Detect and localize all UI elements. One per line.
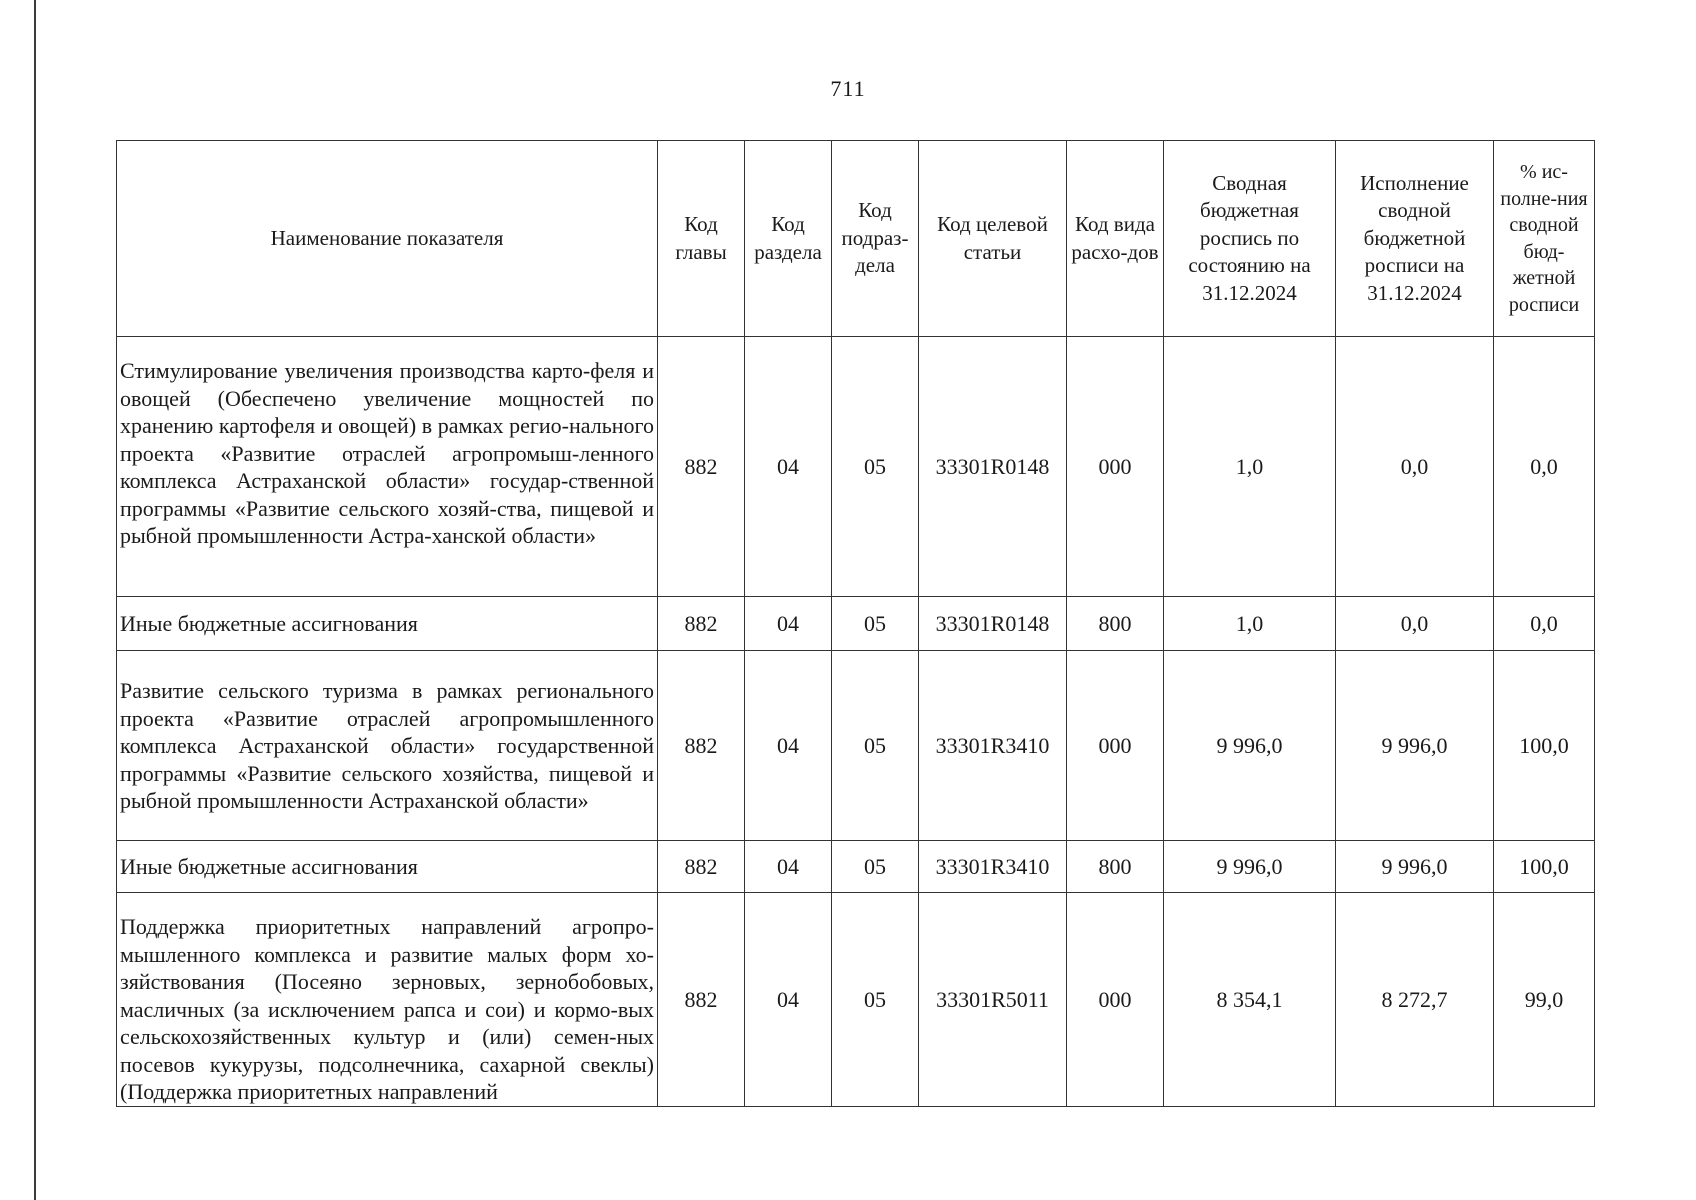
- row-expense-type-code: 000: [1067, 651, 1164, 841]
- header-subsection-code: Код подраз-дела: [832, 141, 919, 337]
- row-chapter-code: 882: [658, 651, 745, 841]
- page-number: 711: [830, 76, 866, 101]
- row-chapter-code: 882: [658, 597, 745, 651]
- header-expense-type-code: Код вида расхо-дов: [1067, 141, 1164, 337]
- row-subsection-code: 05: [832, 651, 919, 841]
- row-indicator-name: Иные бюджетные ассигнования: [117, 597, 658, 651]
- row-budget-execution: 9 996,0: [1336, 841, 1494, 893]
- table-row: [117, 337, 1595, 597]
- row-budget-execution: 0,0: [1336, 337, 1494, 597]
- row-section-code: 04: [745, 651, 832, 841]
- header-execution-percent: % ис-полне-ния сводной бюд-жетной росписи: [1494, 141, 1595, 337]
- table-row: [117, 597, 1595, 651]
- header-chapter-code: Код главы: [658, 141, 745, 337]
- row-section-code: 04: [745, 893, 832, 1107]
- row-expense-type-code: 000: [1067, 893, 1164, 1107]
- row-section-code: 04: [745, 597, 832, 651]
- table-row: [117, 841, 1595, 893]
- row-subsection-code: 05: [832, 597, 919, 651]
- row-execution-percent: 100,0: [1494, 841, 1595, 893]
- row-indicator-name: Стимулирование увеличения производства карто-феля и овощей (Обеспечено увеличение мощностей по хранению картофеля и овощей) в рамках регио-нального проекта «Развитие отраслей агропромыш-ленного комплекса Астраханской области» государ-ственной программы «Развитие сельского хозяй-ства, пищевой и рыбной промышленности Астра-ханской области»: [117, 337, 658, 597]
- row-section-code: 04: [745, 841, 832, 893]
- row-expense-type-code: 000: [1067, 337, 1164, 597]
- row-execution-percent: 0,0: [1494, 597, 1595, 651]
- row-budget-plan: 9 996,0: [1164, 841, 1336, 893]
- row-chapter-code: 882: [658, 893, 745, 1107]
- table-header-row: [117, 141, 1595, 337]
- row-indicator-name: Поддержка приоритетных направлений агропро-мышленного комплекса и развитие малых форм хо-зяйствования (Посеяно зерновых, зернобобовых, масличных (за исключением рапса и сои) и кормо-вых сельскохозяйственных культур и (или) семен-ных посевов кукурузы, подсолнечника, сахарной свеклы) (Поддержка приоритетных направлений: [117, 893, 658, 1107]
- row-subsection-code: 05: [832, 337, 919, 597]
- header-budget-execution: Исполнение сводной бюджетной росписи на 31.12.2024: [1336, 141, 1494, 337]
- row-budget-plan: 1,0: [1164, 597, 1336, 651]
- row-subsection-code: 05: [832, 841, 919, 893]
- header-target-article-code: Код целевой статьи: [919, 141, 1067, 337]
- row-budget-plan: 8 354,1: [1164, 893, 1336, 1107]
- row-budget-execution: 8 272,7: [1336, 893, 1494, 1107]
- budget-execution-table: [116, 140, 1595, 1107]
- header-section-code: Код раздела: [745, 141, 832, 337]
- row-target-article-code: 33301R0148: [919, 597, 1067, 651]
- row-subsection-code: 05: [832, 893, 919, 1107]
- row-chapter-code: 882: [658, 337, 745, 597]
- row-execution-percent: 100,0: [1494, 651, 1595, 841]
- row-budget-execution: 9 996,0: [1336, 651, 1494, 841]
- row-target-article-code: 33301R3410: [919, 651, 1067, 841]
- row-indicator-name: Развитие сельского туризма в рамках регионального проекта «Развитие отраслей агропромышленного комплекса Астраханской области» государственной программы «Развитие сельского хозяйства, пищевой и рыбной промышленности Астраханской области»: [117, 651, 658, 841]
- row-chapter-code: 882: [658, 841, 745, 893]
- table-row: [117, 651, 1595, 841]
- row-section-code: 04: [745, 337, 832, 597]
- row-target-article-code: 33301R3410: [919, 841, 1067, 893]
- row-execution-percent: 99,0: [1494, 893, 1595, 1107]
- row-indicator-name: Иные бюджетные ассигнования: [117, 841, 658, 893]
- row-target-article-code: 33301R0148: [919, 337, 1067, 597]
- row-budget-execution: 0,0: [1336, 597, 1494, 651]
- table-row: [117, 893, 1595, 1107]
- row-execution-percent: 0,0: [1494, 337, 1595, 597]
- binding-margin-line: [34, 0, 36, 1200]
- row-expense-type-code: 800: [1067, 597, 1164, 651]
- row-target-article-code: 33301R5011: [919, 893, 1067, 1107]
- header-budget-plan: Сводная бюджетная роспись по состоянию на 31.12.2024: [1164, 141, 1336, 337]
- row-budget-plan: 1,0: [1164, 337, 1336, 597]
- row-expense-type-code: 800: [1067, 841, 1164, 893]
- row-budget-plan: 9 996,0: [1164, 651, 1336, 841]
- header-indicator-name: Наименование показателя: [117, 141, 658, 337]
